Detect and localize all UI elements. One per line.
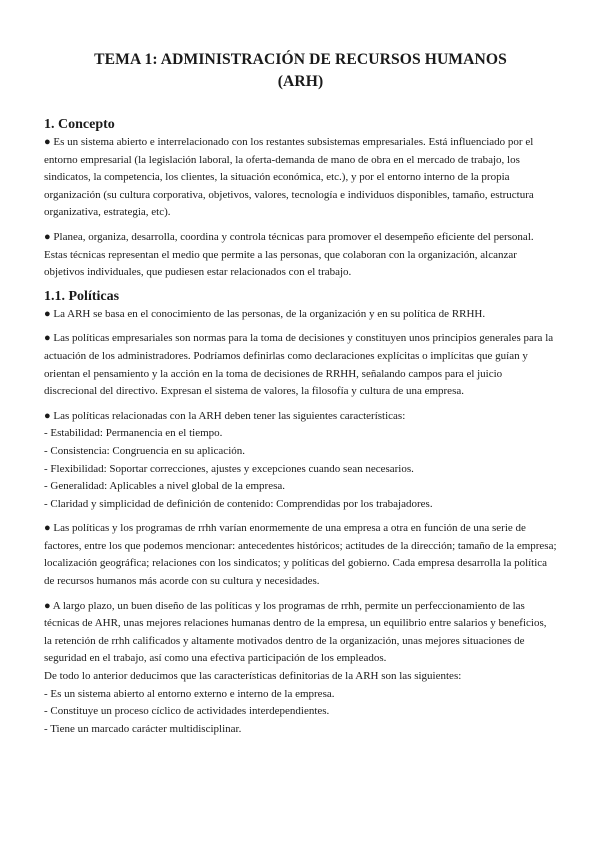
document-title-line-1: TEMA 1: ADMINISTRACIÓN DE RECURSOS HUMANOS	[94, 51, 507, 68]
document-title	[44, 0, 557, 93]
characteristic-item: - Consistencia: Congruencia en su aplicación.	[44, 444, 245, 457]
politicas-paragraph-5: ● A largo plazo, un buen diseño de las políticas y los programas de rrhh, permite un perfeccionamiento de las técnicas de AHR, unas mejores relaciones humanas dentro de la empresa, un equilibrio entre salarios y beneficios, la retención de rrhh calificados y altamente motivados dentro de la organización, unas mejores situaciones de seguridad en el trabajo, así como una efectiva participación de los empleados.	[44, 599, 547, 665]
characteristic-item: - Generalidad: Aplicables a nivel global de la empresa.	[44, 480, 285, 493]
characteristic-item: - Flexibilidad: Soportar correcciones, ajustes y excepciones cuando sean necesarios.	[44, 462, 414, 475]
conclusions-intro: De todo lo anterior deducimos que las características definitorias de la ARH son las siguientes:	[44, 670, 462, 683]
conclusion-item: - Es un sistema abierto al entorno externo e interno de la empresa.	[44, 687, 335, 700]
conclusions-block	[44, 668, 557, 738]
characteristics-block	[44, 408, 557, 514]
conclusion-item: - Constituye un proceso cíclico de actividades interdependientes.	[44, 705, 330, 718]
politicas-paragraph-1: ● La ARH se basa en el conocimiento de las personas, de la organización y en su política de RRHH.	[44, 307, 486, 320]
politicas-paragraph-2: ● Las políticas empresariales son normas para la toma de decisiones y constituyen unos principios generales para la actuación de los administradores. Podríamos definirlas como declaraciones explícitas o implícitas que guían y orientan el pensamiento y la acción en la toma de decisiones de RRHH, señalando campos para el juicio discrecional del directivo. Expresan el sistema de valores, la filosofía y cultura de una empresa.	[44, 332, 554, 398]
section-heading-politicas: 1.1. Políticas	[44, 288, 120, 304]
characteristic-item: - Claridad y simplicidad de definición de contenido: Comprendidas por los trabajadores.	[44, 497, 433, 510]
characteristic-item: - Estabilidad: Permanencia en el tiempo.	[44, 427, 223, 440]
section-heading-concepto: 1. Concepto	[44, 117, 115, 132]
concepto-paragraph-1: ● Es un sistema abierto e interrelacionado con los restantes subsistemas empresariales. Está influenciado por el entorno empresarial (la legislación laboral, la oferta-demanda de mano de obra en el mercado de trabajo, los sindicatos, la competencia, los clientes, la situación económica, etc.), y por el entorno interno de la propia organización (su cultura corporativa, objetivos, valores, tecnología e individuos disponibles, tamaño, estructura organizativa, estrategia, etc).	[44, 136, 534, 219]
politicas-paragraph-4: ● Las políticas y los programas de rrhh varían enormemente de una empresa a otra en función de una serie de factores, entre los que podemos mencionar: antecedentes históricos; actitudes de la dirección; tamaño de la empresa; localización geográfica; relaciones con los sindicatos; y políticas del gobierno. Cada empresa desarrolla la política de recursos humanos más acorde con su cultura y necesidades.	[44, 522, 557, 588]
concepto-paragraph-2: ● Planea, organiza, desarrolla, coordina y controla técnicas para promover el desempeño eficiente del personal. Estas técnicas representan el medio que permite a las personas, que colaboran con la organización, alcanzar objetivos individuales, que pudiesen estar relacionados con el trabajo.	[44, 230, 534, 279]
conclusion-item: - Tiene un marcado carácter multidisciplinar.	[44, 722, 242, 735]
document-title-line-2: (ARH)	[277, 73, 324, 90]
characteristics-intro: ● Las políticas relacionadas con la ARH deben tener las siguientes características:	[44, 409, 406, 422]
